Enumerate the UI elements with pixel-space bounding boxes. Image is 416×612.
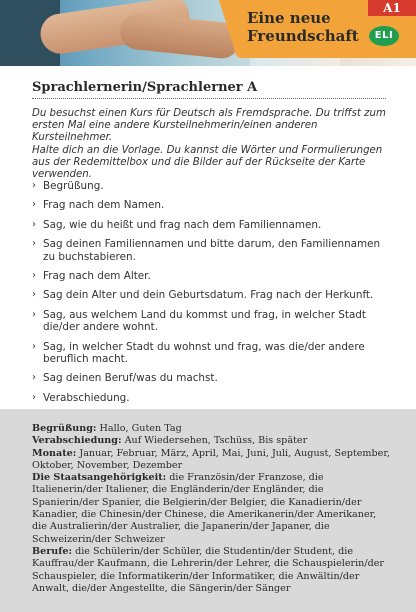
chevron-right-icon: › xyxy=(32,238,36,250)
task-item xyxy=(32,392,394,404)
task-text: Frag nach dem Alter. xyxy=(43,270,151,283)
task-text: Sag, wie du heißt und frag nach dem Familiennamen. xyxy=(43,218,322,231)
eli-logo: ELI xyxy=(369,26,399,46)
vocab-greeting xyxy=(32,423,392,435)
chevron-right-icon: › xyxy=(32,180,36,191)
vocab-nationality-label: Die Staatsangehörigkeit: xyxy=(32,472,167,484)
task-text: Begrüßung. xyxy=(43,180,104,192)
card-title: Eine neue Freundschaft xyxy=(247,9,359,45)
instructions-paragraph-1: Du besuchst einen Kurs für Deutsch als Fremdsprache. Du triffst zum ersten Mal eine andere Kursteilnehmerin/einen anderen Kursteilnehmer. xyxy=(32,108,386,144)
chevron-right-icon: › xyxy=(32,199,36,211)
vocab-jobs-text: die Schülerin/der Schüler, die Studentin/der Student, die Kauffrau/der Kaufmann, die Lehrerin/der Lehrer, die Schauspielerin/der Schauspieler, die Informatikerin/der Informatiker, die Anwältin/der Anwalt, die/der Angestellte, die Sängerin/der Sänger xyxy=(32,545,384,594)
vocab-nationality-text: die Französin/der Franzose, die Italienerin/der Italiener, die Engländerin/der Engländer, die Spanierin/der Spanier, die Belgierin/der Belgier, die Kanadierin/der Kanadier, die Chinesin/der Chinese, die Amerikanerin/der Amerikaner, die Australierin/der Australier, die Japanerin/der Japaner, die Schweizerin/der Schweizer xyxy=(32,472,377,545)
vocabulary-list xyxy=(32,423,392,595)
vocab-farewell-text: Auf Wiedersehen, Tschüss, Bis später xyxy=(121,435,308,447)
task-item xyxy=(32,180,394,192)
task-text: Sag, in welcher Stadt du wohnst und frag, was die/der andere beruflich macht. xyxy=(43,340,365,366)
instructions xyxy=(32,108,392,181)
vocab-months xyxy=(32,448,392,473)
vocab-jobs xyxy=(32,546,392,595)
task-item xyxy=(32,372,394,384)
task-item xyxy=(32,309,394,334)
task-item xyxy=(32,341,394,366)
task-item xyxy=(32,238,394,263)
task-text: Sag, aus welchem Land du kommst und frag, in welcher Stadt die/der andere wohnt. xyxy=(43,308,366,334)
task-item xyxy=(32,199,394,211)
task-text: Sag dein Alter und dein Geburtsdatum. Frag nach der Herkunft. xyxy=(43,289,374,302)
vocab-farewell xyxy=(32,435,392,447)
chevron-right-icon: › xyxy=(32,372,36,384)
task-text: Frag nach dem Namen. xyxy=(43,199,165,212)
task-text: Sag deinen Familiennamen und bitte darum, den Familiennamen zu buchstabieren. xyxy=(43,238,381,263)
chevron-right-icon: › xyxy=(32,391,36,403)
chevron-right-icon: › xyxy=(32,270,36,282)
role-heading: Sprachlernerin/Sprachlerner A xyxy=(32,80,386,99)
task-text: Verabschiedung. xyxy=(43,391,130,404)
vocab-jobs-label: Berufe: xyxy=(32,545,73,557)
chevron-right-icon: › xyxy=(32,340,36,352)
level-badge: A1 xyxy=(368,0,416,16)
task-list xyxy=(32,180,394,411)
vocab-greeting-text: Hallo, Guten Tag xyxy=(96,423,182,434)
vocab-months-label: Monate: xyxy=(32,447,77,459)
chevron-right-icon: › xyxy=(32,308,36,320)
instructions-paragraph-2: Halte dich an die Vorlage. Du kannst die Wörter und Formulierungen aus der Redemittelbox und die Bilder auf der Rückseite der Karte verwenden. xyxy=(32,144,383,181)
task-item xyxy=(32,219,394,231)
task-item xyxy=(32,270,394,282)
vocab-greeting-label: Begrüßung: xyxy=(32,423,97,434)
task-item xyxy=(32,289,394,301)
chevron-right-icon: › xyxy=(32,218,36,230)
vocab-nationality xyxy=(32,472,392,546)
chevron-right-icon: › xyxy=(32,289,36,301)
task-text: Sag deinen Beruf/was du machst. xyxy=(43,372,218,385)
vocab-months-text: Januar, Februar, März, April, Mai, Juni, Juli, August, September, Oktober, November, Dezember xyxy=(32,447,390,471)
vocab-farewell-label: Verabschiedung: xyxy=(32,435,122,447)
